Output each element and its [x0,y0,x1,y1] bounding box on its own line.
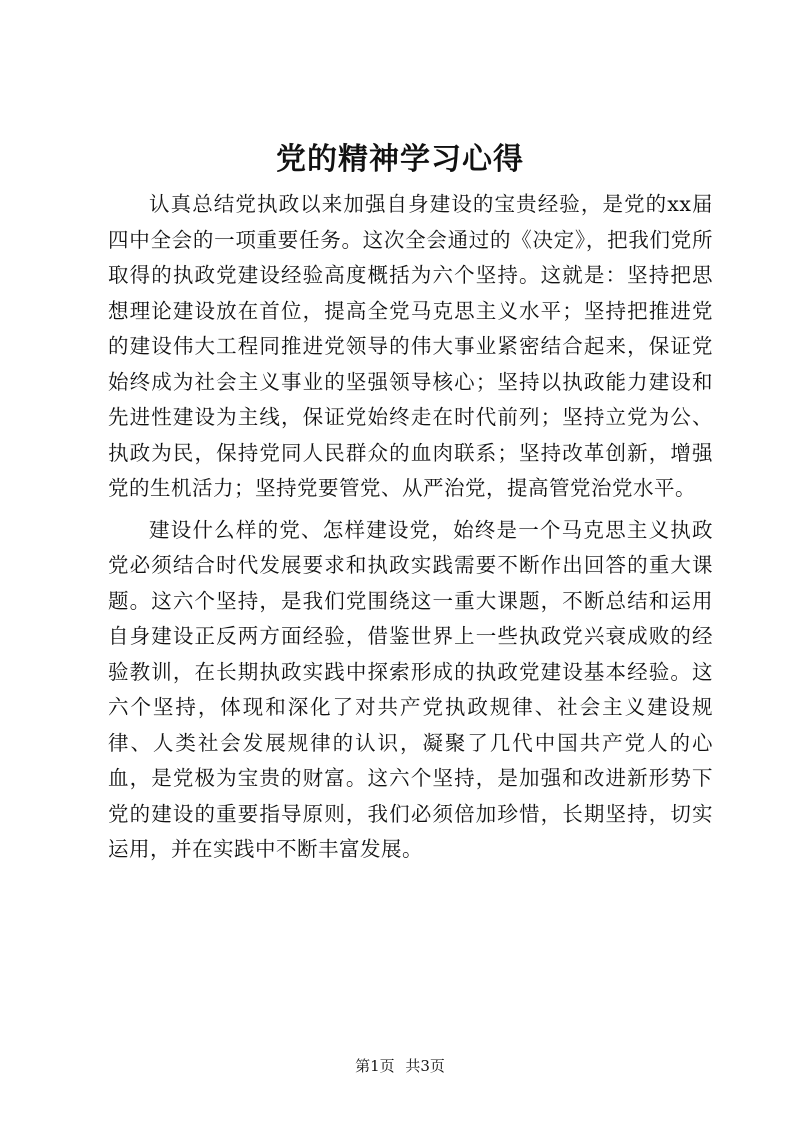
page-number: 第1页 [355,1057,395,1075]
paragraph-1: 认真总结党执政以来加强自身建设的宝贵经验，是党的xx届四中全会的一项重要任务。这次全会通过的《决定》，把我们党所取得的执政党建设经验高度概括为六个坚持。这就是：坚持把思想理论建设放在首位，提高全党马克思主义水平；坚持把推进党的建设伟大工程同推进党领导的伟大事业紧密结合起来，保证党始终成为社会主义事业的坚强领导核心；坚持以执政能力建设和先进性建设为主线，保证党始终走在时代前列；坚持立党为公、执政为民，保持党同人民群众的血肉联系；坚持改革创新，增强党的生机活力；坚持党要管党、从严治党，提高管党治党水平。 [108,192,713,500]
document-title: 党的精神学习心得 [276,142,524,177]
paragraph-2: 建设什么样的党、怎样建设党，始终是一个马克思主义执政党必须结合时代发展要求和执政实践需要不断作出回答的重大课题。这六个坚持，是我们党围绕这一重大课题，不断总结和运用自身建设正反两方面经验，借鉴世界上一些执政党兴衰成败的经验教训，在长期执政实践中探索形成的执政党建设基本经验。这六个坚持，体现和深化了对共产党执政规律、社会主义建设规律、人类社会发展规律的认识，凝聚了几代中国共产党人的心血，是党极为宝贵的财富。这六个坚持，是加强和改进新形势下党的建设的重要指导原则，我们必须倍加珍惜，长期坚持，切实运用，并在实践中不断丰富发展。 [108,517,713,861]
page-total: 共3页 [405,1057,445,1075]
page-footer [0,1056,800,1076]
document-body [108,187,713,874]
